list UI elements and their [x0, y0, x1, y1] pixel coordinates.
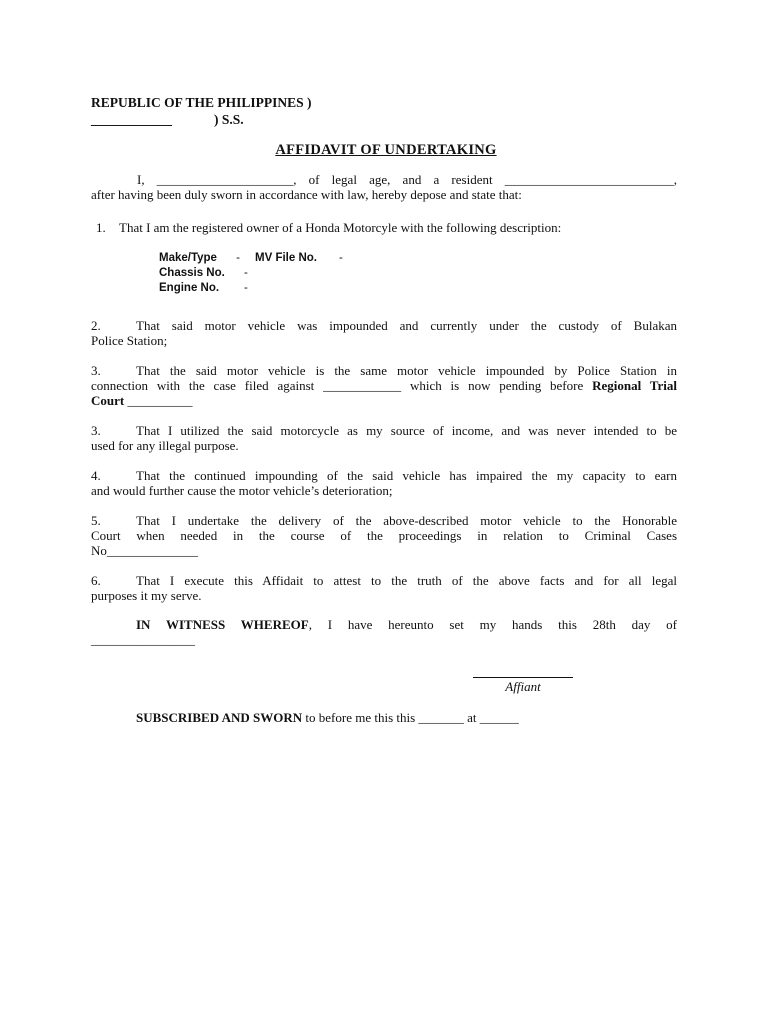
item-3a: 3. That the said motor vehicle is the same motor vehicle impounded by Police Station in connection with the case filed against ____________ which is now pending before Regional Trial Court __________: [91, 363, 677, 408]
affiant-signature-block: [473, 677, 573, 695]
venue-line-2: [91, 112, 677, 127]
intro-line-1: I, _____________________, of legal age, and a resident __________________________,: [137, 172, 677, 187]
item-1-text: That I am the registered owner of a Honda Motorcyle with the following description:: [119, 220, 562, 235]
engine-label: Engine No.: [159, 282, 220, 294]
republic-text: REPUBLIC OF THE PHILIPPINES ): [91, 95, 312, 110]
affidavit-document: [91, 95, 677, 647]
signature-line: [473, 677, 573, 678]
item-2: 2. That said motor vehicle was impounded and currently under the custody of Bulakan Police Station;: [91, 318, 677, 348]
venue-line-1: [91, 95, 677, 110]
desc-row-engine: [159, 281, 677, 296]
item-1: [91, 220, 677, 235]
witness-clause: IN WITNESS WHEREOF, I have hereunto set my hands this 28th day of ________________: [91, 617, 677, 647]
sworn-rest: to before me this this _______ at ______: [302, 710, 519, 725]
document-title: AFFIDAVIT OF UNDERTAKING: [275, 142, 497, 158]
sworn-bold: SUBSCRIBED AND SWORN: [136, 710, 303, 725]
desc-row-chassis: [159, 266, 677, 281]
intro-line-2: after having been duly sworn in accordance with law, hereby depose and state that:: [91, 187, 522, 202]
ss-text: ) S.S.: [214, 112, 244, 127]
item-6: 6. That I execute this Affidait to attest to the truth of the above facts and for all legal purposes it my serve.: [91, 573, 677, 603]
item-3b: 3. That I utilized the said motorcycle as my source of income, and was never intended to be used for any illegal purpose.: [91, 423, 677, 453]
desc-row-make: [159, 251, 677, 266]
subscribed-sworn-line: [136, 710, 519, 726]
item-4: 4. That the continued impounding of the said vehicle has impaired the my capacity to earn and would further cause the motor vehicle’s deterioration;: [91, 468, 677, 498]
mv-file-label: MV File No.: [255, 252, 317, 264]
mv-file-dash: -: [338, 252, 343, 264]
engine-dash: -: [244, 282, 248, 294]
venue-blank: ____________: [91, 112, 172, 127]
vehicle-description: [159, 251, 677, 296]
item-1-number: 1.: [96, 220, 106, 235]
intro-paragraph: [91, 172, 677, 202]
item-5: 5. That I undertake the delivery of the above-described motor vehicle to the Honorable Court when needed in the course of the proceedings in relation to Criminal Cases No______________: [91, 513, 677, 558]
make-type-label: Make/Type -: [159, 252, 240, 264]
chassis-label: Chassis No.: [159, 267, 225, 279]
affiant-label: Affiant: [505, 679, 541, 694]
chassis-dash: -: [244, 267, 248, 279]
